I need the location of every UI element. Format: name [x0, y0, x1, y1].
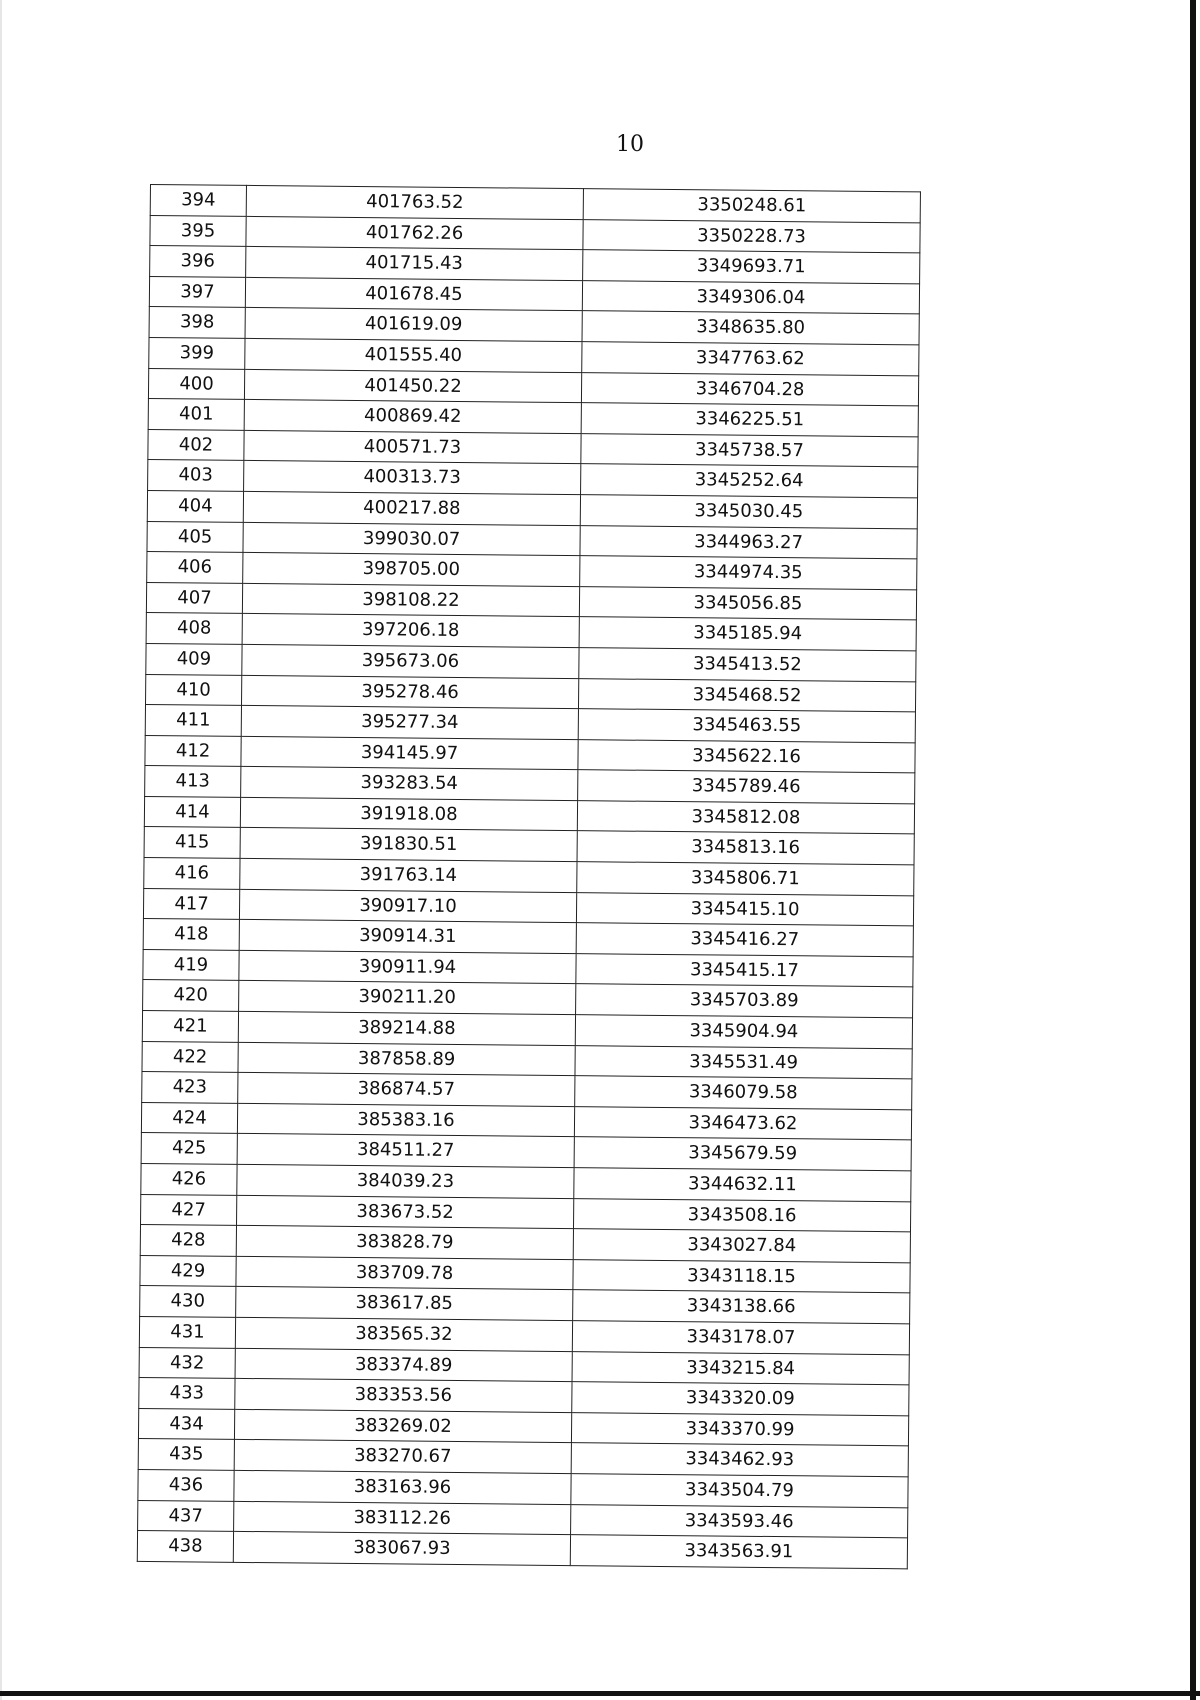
point-id-cell: 426 — [141, 1163, 237, 1195]
y-coordinate-cell: 3349306.04 — [582, 280, 919, 314]
y-coordinate-cell: 3345806.71 — [577, 862, 914, 896]
x-coordinate-cell: 383270.67 — [234, 1440, 571, 1474]
y-coordinate-cell: 3345622.16 — [578, 739, 915, 773]
y-coordinate-cell: 3345703.89 — [576, 984, 913, 1018]
point-id-cell: 403 — [148, 460, 244, 492]
point-id-cell: 413 — [145, 766, 241, 798]
x-coordinate-cell: 401762.26 — [246, 216, 583, 250]
x-coordinate-cell: 397206.18 — [242, 614, 579, 648]
y-coordinate-cell: 3344963.27 — [580, 525, 917, 559]
point-id-cell: 409 — [146, 643, 242, 675]
point-id-cell: 407 — [146, 582, 242, 614]
x-coordinate-cell: 395278.46 — [241, 675, 578, 709]
y-coordinate-cell: 3346079.58 — [575, 1076, 912, 1110]
x-coordinate-cell: 383828.79 — [236, 1226, 573, 1260]
y-coordinate-cell: 3343027.84 — [573, 1229, 910, 1263]
y-coordinate-cell: 3345415.17 — [576, 953, 913, 987]
x-coordinate-cell: 383163.96 — [234, 1470, 571, 1504]
y-coordinate-cell: 3350248.61 — [583, 189, 920, 223]
coordinate-table-container — [137, 184, 920, 1569]
y-coordinate-cell: 3345413.52 — [579, 648, 916, 682]
point-id-cell: 401 — [148, 399, 244, 431]
x-coordinate-cell: 393283.54 — [241, 767, 578, 801]
page-number: 10 — [616, 132, 644, 157]
y-coordinate-cell: 3343563.91 — [570, 1535, 907, 1569]
x-coordinate-cell: 390211.20 — [239, 981, 576, 1015]
point-id-cell: 418 — [143, 919, 239, 951]
y-coordinate-cell: 3347763.62 — [582, 342, 919, 376]
y-coordinate-cell: 3345185.94 — [579, 617, 916, 651]
y-coordinate-cell: 3344632.11 — [574, 1168, 911, 1202]
y-coordinate-cell: 3343178.07 — [572, 1321, 909, 1355]
y-coordinate-cell: 3343504.79 — [571, 1474, 908, 1508]
y-coordinate-cell: 3345789.46 — [578, 770, 915, 804]
point-id-cell: 410 — [146, 674, 242, 706]
x-coordinate-cell: 398705.00 — [243, 553, 580, 587]
x-coordinate-cell: 401619.09 — [245, 308, 582, 342]
y-coordinate-cell: 3345252.64 — [581, 464, 918, 498]
y-coordinate-cell: 3349693.71 — [583, 250, 920, 284]
point-id-cell: 435 — [138, 1439, 234, 1471]
point-id-cell: 437 — [138, 1500, 234, 1532]
point-id-cell: 420 — [143, 980, 239, 1012]
point-id-cell: 415 — [144, 827, 240, 859]
x-coordinate-cell: 401763.52 — [246, 185, 583, 219]
point-id-cell: 395 — [150, 215, 246, 247]
y-coordinate-cell: 3343118.15 — [573, 1259, 910, 1293]
point-id-cell: 398 — [149, 307, 245, 339]
x-coordinate-cell: 400217.88 — [243, 491, 580, 525]
point-id-cell: 400 — [148, 368, 244, 400]
x-coordinate-cell: 401678.45 — [245, 277, 582, 311]
y-coordinate-cell: 3346704.28 — [581, 372, 918, 406]
x-coordinate-cell: 385383.16 — [237, 1103, 574, 1137]
x-coordinate-cell: 390914.31 — [239, 920, 576, 954]
x-coordinate-cell: 399030.07 — [243, 522, 580, 556]
point-id-cell: 412 — [145, 735, 241, 767]
y-coordinate-cell: 3346473.62 — [574, 1106, 911, 1140]
y-coordinate-cell: 3345030.45 — [580, 495, 917, 529]
point-id-cell: 425 — [141, 1133, 237, 1165]
point-id-cell: 406 — [147, 552, 243, 584]
y-coordinate-cell: 3345904.94 — [575, 1015, 912, 1049]
point-id-cell: 433 — [139, 1378, 235, 1410]
x-coordinate-cell: 390911.94 — [239, 950, 576, 984]
x-coordinate-cell: 401450.22 — [244, 369, 581, 403]
x-coordinate-cell: 401555.40 — [245, 338, 582, 372]
y-coordinate-cell: 3343370.99 — [571, 1412, 908, 1446]
point-id-cell: 411 — [145, 705, 241, 737]
x-coordinate-cell: 391830.51 — [240, 828, 577, 862]
y-coordinate-cell: 3350228.73 — [583, 219, 920, 253]
point-id-cell: 414 — [144, 796, 240, 828]
point-id-cell: 408 — [146, 613, 242, 645]
y-coordinate-cell: 3343462.93 — [571, 1443, 908, 1477]
x-coordinate-cell: 383709.78 — [236, 1256, 573, 1290]
y-coordinate-cell: 3343215.84 — [572, 1351, 909, 1385]
y-coordinate-cell: 3345056.85 — [579, 586, 916, 620]
point-id-cell: 423 — [142, 1072, 238, 1104]
y-coordinate-cell: 3345812.08 — [577, 801, 914, 835]
point-id-cell: 436 — [138, 1469, 234, 1501]
point-id-cell: 428 — [140, 1225, 236, 1257]
x-coordinate-cell: 384039.23 — [237, 1164, 574, 1198]
x-coordinate-cell: 400313.73 — [244, 461, 581, 495]
point-id-cell: 432 — [139, 1347, 235, 1379]
point-id-cell: 399 — [149, 337, 245, 369]
point-id-cell: 430 — [140, 1286, 236, 1318]
y-coordinate-cell: 3344974.35 — [580, 556, 917, 590]
point-id-cell: 431 — [139, 1316, 235, 1348]
point-id-cell: 421 — [142, 1010, 238, 1042]
point-id-cell: 424 — [141, 1102, 237, 1134]
scan-edge-right — [1190, 0, 1196, 1700]
x-coordinate-cell: 387858.89 — [238, 1042, 575, 1076]
coordinate-table — [137, 184, 921, 1569]
point-id-cell: 438 — [137, 1531, 233, 1563]
y-coordinate-cell: 3343320.09 — [572, 1382, 909, 1416]
y-coordinate-cell: 3345468.52 — [578, 678, 915, 712]
point-id-cell: 404 — [147, 490, 243, 522]
x-coordinate-cell: 383673.52 — [237, 1195, 574, 1229]
y-coordinate-cell: 3343508.16 — [573, 1198, 910, 1232]
x-coordinate-cell: 395673.06 — [242, 644, 579, 678]
x-coordinate-cell: 394145.97 — [241, 736, 578, 770]
y-coordinate-cell: 3343138.66 — [573, 1290, 910, 1324]
x-coordinate-cell: 383067.93 — [233, 1531, 570, 1565]
y-coordinate-cell: 3343593.46 — [571, 1504, 908, 1538]
y-coordinate-cell: 3345531.49 — [575, 1045, 912, 1079]
point-id-cell: 427 — [141, 1194, 237, 1226]
x-coordinate-cell: 398108.22 — [242, 583, 579, 617]
point-id-cell: 416 — [144, 858, 240, 890]
y-coordinate-cell: 3345416.27 — [576, 923, 913, 957]
x-coordinate-cell: 390917.10 — [239, 889, 576, 923]
y-coordinate-cell: 3345738.57 — [581, 433, 918, 467]
x-coordinate-cell: 389214.88 — [238, 1011, 575, 1045]
x-coordinate-cell: 401715.43 — [246, 247, 583, 281]
coordinate-table-body — [137, 185, 920, 1569]
point-id-cell: 397 — [149, 276, 245, 308]
y-coordinate-cell: 3348635.80 — [582, 311, 919, 345]
x-coordinate-cell: 383617.85 — [236, 1287, 573, 1321]
scan-edge-bottom — [0, 1691, 1200, 1696]
x-coordinate-cell: 386874.57 — [238, 1073, 575, 1107]
x-coordinate-cell: 400571.73 — [244, 430, 581, 464]
x-coordinate-cell: 383112.26 — [234, 1501, 571, 1535]
y-coordinate-cell: 3345679.59 — [574, 1137, 911, 1171]
point-id-cell: 402 — [148, 429, 244, 461]
y-coordinate-cell: 3345415.10 — [576, 892, 913, 926]
point-id-cell: 429 — [140, 1255, 236, 1287]
point-id-cell: 394 — [150, 185, 246, 217]
x-coordinate-cell: 383353.56 — [235, 1379, 572, 1413]
point-id-cell: 422 — [142, 1041, 238, 1073]
x-coordinate-cell: 383565.32 — [235, 1317, 572, 1351]
point-id-cell: 434 — [138, 1408, 234, 1440]
point-id-cell: 396 — [150, 246, 246, 278]
point-id-cell: 405 — [147, 521, 243, 553]
x-coordinate-cell: 383269.02 — [234, 1409, 571, 1443]
x-coordinate-cell: 383374.89 — [235, 1348, 572, 1382]
point-id-cell: 417 — [143, 888, 239, 920]
x-coordinate-cell: 391918.08 — [240, 797, 577, 831]
y-coordinate-cell: 3345463.55 — [578, 709, 915, 743]
y-coordinate-cell: 3346225.51 — [581, 403, 918, 437]
x-coordinate-cell: 384511.27 — [237, 1134, 574, 1168]
point-id-cell: 419 — [143, 949, 239, 981]
y-coordinate-cell: 3345813.16 — [577, 831, 914, 865]
x-coordinate-cell: 400869.42 — [244, 400, 581, 434]
x-coordinate-cell: 391763.14 — [240, 858, 577, 892]
scan-edge-left — [0, 0, 2, 1700]
x-coordinate-cell: 395277.34 — [241, 705, 578, 739]
